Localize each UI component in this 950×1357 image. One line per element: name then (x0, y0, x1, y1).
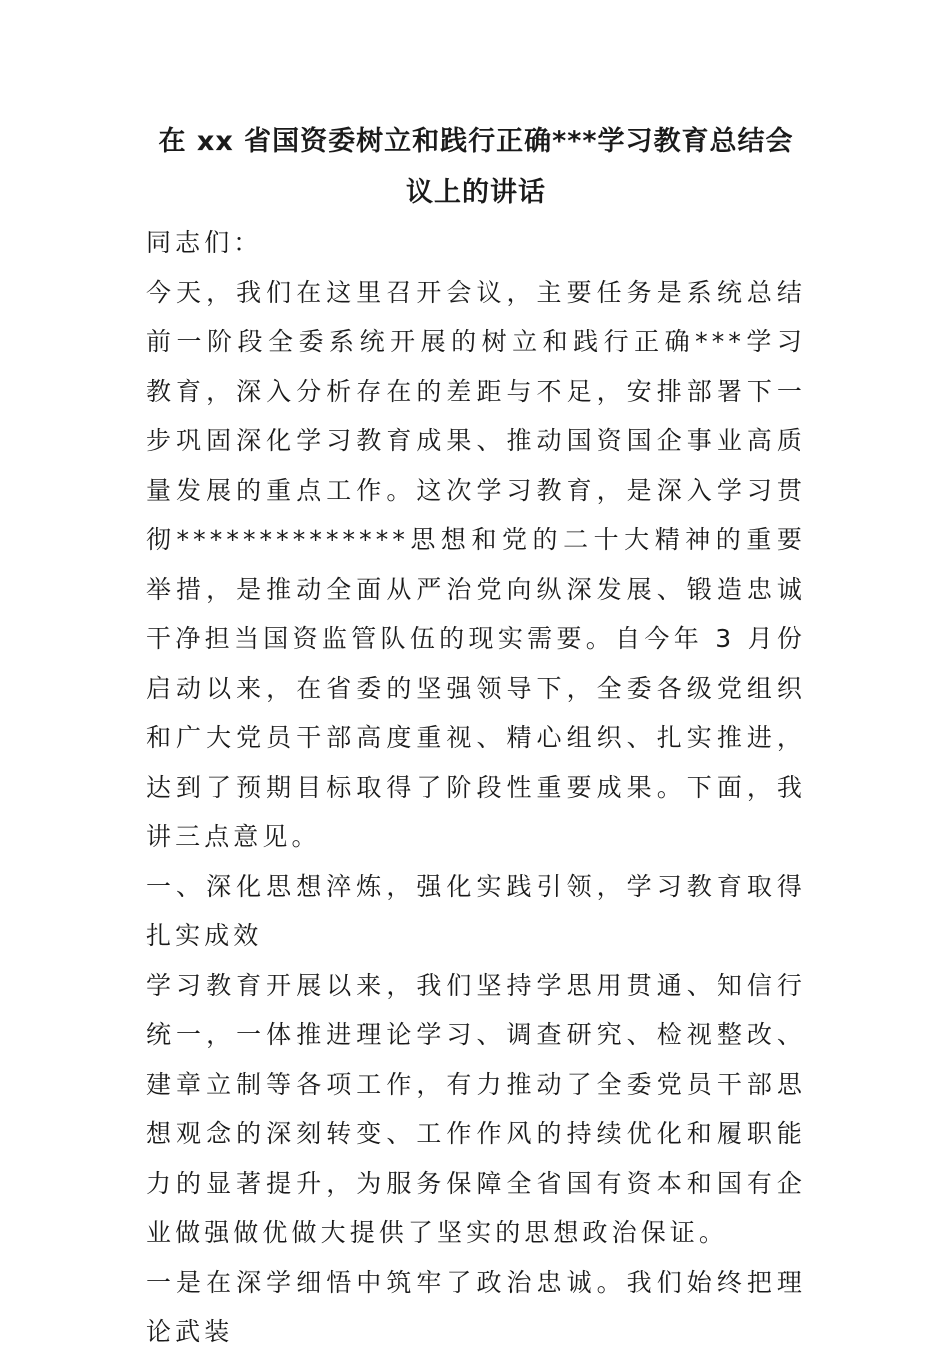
salutation-paragraph: 同志们： (146, 228, 263, 257)
section-one-paragraph: 学习教育开展以来，我们坚持学思用贯通、知信行统一，一体推进理论学习、调查研究、检视整改、建章立制等各项工作，有力推动了全委党员干部思想观念的深刻转变、工作作风的持续优化和履职能力的显著提升，为服务保障全省国有资本和国有企业做强做优做大提供了坚实的思想政治保证。 (146, 970, 806, 1247)
section-heading-one: 一、深化思想淬炼，强化实践引领，学习教育取得扎实成效 (146, 871, 806, 950)
document-title: 在 xx 省国资委树立和践行正确***学习教育总结会议上的讲话 (158, 126, 794, 208)
opening-paragraph: 今天，我们在这里召开会议，主要任务是系统总结前一阶段全委系统开展的树立和践行正确***学习教育，深入分析存在的差距与不足，安排部署下一步巩固深化学习教育成果、推动国资国企事业高质量发展的重点工作。这次学习教育，是深入学习贯彻**************思想和党的二十大精神的重要举措，是推动全面从严治党向纵深发展、锻造忠诚干净担当国资监管队伍的现实需要。自今年 3 月份启动以来，在省委的坚强领导下，全委各级党组织和广大党员干部高度重视、精心组织、扎实推进，达到了预期目标取得了阶段性重要成果。下面，我讲三点意见。 (146, 277, 806, 851)
document-body (146, 218, 806, 1357)
point-one-paragraph: 一是在深学细悟中筑牢了政治忠诚。我们始终把理论武装 (146, 1267, 806, 1346)
